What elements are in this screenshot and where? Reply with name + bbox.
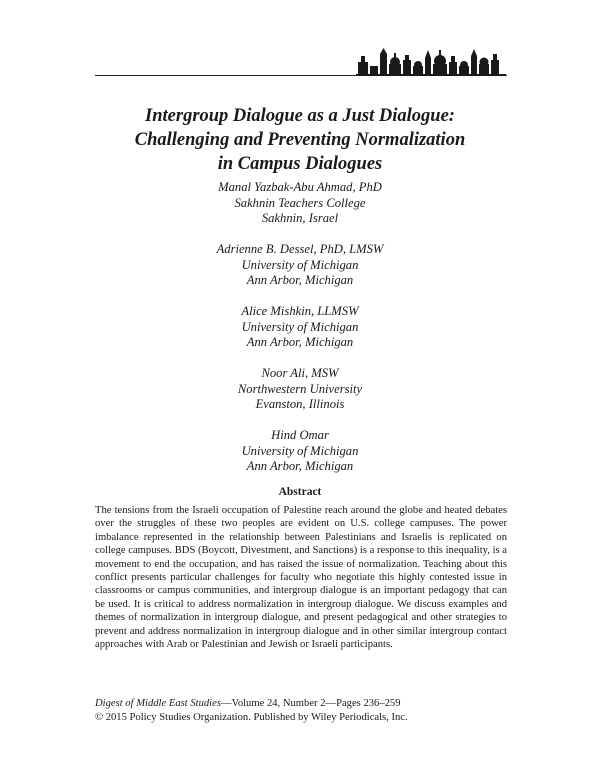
abstract-text: The tensions from the Israeli occupation of Palestine reach around the globe and heated debates over the struggles of these two peoples are evident on U.S. college campuses. The power imbalance represented in the relationship between Palestinians and Israelis is replicated on college campuses. BDS (Boycott, Divestment, and Sanctions) is a response to this inequality, is a movement to end the occupation, and has raised the issue of normalization. Teaching about this conflict presents particular challenges for faculty who negotiate this highly contested issue in classrooms or campus communities, and intergroup dialogue is an important pedagogy that can be used. It is critical to address normalization in intergroup dialogue. We discuss examples and themes of normalization in intergroup dialogue, and present pedagogical and other strategies to prevent and address normalization in intergroup dialogue and in other similar intergroup contact approaches with Arab or Palestinian and Jewish or Israeli participants. [95, 505, 507, 651]
author-block [60, 304, 540, 351]
author-name: Noor Ali, MSW [261, 366, 339, 380]
title-line: Intergroup Dialogue as a Just Dialogue: [145, 106, 455, 126]
author-affiliation: Sakhnin Teachers College [234, 195, 366, 210]
author-location: Ann Arbor, Michigan [246, 273, 354, 287]
journal-citation [95, 697, 515, 711]
author-location: Evanston, Illinois [255, 397, 345, 411]
author-name: Hind Omar [271, 428, 329, 442]
author-location: Sakhnin, Israel [261, 211, 339, 225]
title-line: Challenging and Preventing Normalization [134, 130, 466, 150]
author-affiliation: Northwestern University [237, 381, 363, 396]
copyright-notice: © 2015 Policy Studies Organization. Published by Wiley Periodicals, Inc. [95, 711, 408, 723]
journal-name: Digest of Middle East Studies [95, 698, 221, 709]
author-block [60, 366, 540, 413]
author-list [60, 180, 540, 490]
title-line: in Campus Dialogues [217, 154, 383, 174]
author-block [60, 428, 540, 475]
author-name: Alice Mishkin, LLMSW [241, 304, 359, 318]
author-name: Manal Yazbak-Abu Ahmad, PhD [218, 180, 382, 194]
author-location: Ann Arbor, Michigan [246, 335, 354, 349]
page-footer [95, 697, 515, 724]
city-skyline-icon [356, 44, 506, 76]
author-block [60, 180, 540, 227]
author-block [60, 242, 540, 289]
article-title [60, 104, 540, 176]
author-affiliation: University of Michigan [241, 319, 359, 334]
abstract-heading: Abstract [278, 486, 322, 498]
journal-issue: —Volume 24, Number 2—Pages 236–259 [220, 698, 401, 709]
author-name: Adrienne B. Dessel, PhD, LMSW [216, 242, 384, 256]
author-affiliation: University of Michigan [241, 257, 359, 272]
author-location: Ann Arbor, Michigan [246, 459, 354, 473]
author-affiliation: University of Michigan [241, 443, 359, 458]
